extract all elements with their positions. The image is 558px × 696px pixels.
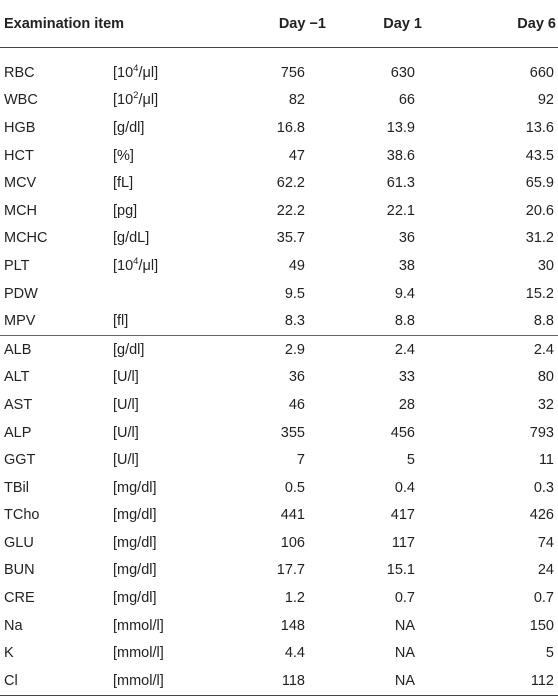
examination-item-cell: BUN (4, 562, 35, 579)
value-day-minus-1: 118 (236, 667, 342, 695)
unit-cell (108, 335, 236, 363)
value-day-6: 80 (537, 369, 554, 386)
examination-item-cell: GLU (4, 534, 34, 551)
header-day-1: Day 1 (342, 0, 451, 48)
unit-cell (108, 612, 236, 640)
value-day-6: 20.6 (525, 202, 554, 219)
value-day-minus-1: 4.4 (284, 645, 305, 662)
value-day-1: 22.1 (386, 202, 415, 219)
value-day-minus-1: 22.2 (276, 202, 305, 219)
value-day-minus-1: 441 (280, 507, 305, 524)
examination-item-cell: HCT (4, 147, 34, 164)
value-day-minus-1: 49 (288, 257, 305, 274)
value-day-minus-1: 16.8 (276, 119, 305, 136)
examination-item-cell: HGB (4, 119, 36, 136)
value-day-6: 74 (537, 534, 554, 551)
table-row (0, 252, 558, 280)
table-row (0, 197, 558, 225)
unit-base: [g/dL] (113, 230, 150, 247)
unit-rest: /μl] (138, 64, 159, 81)
value-day-6: 30 (537, 257, 554, 274)
unit-base: [10 (113, 92, 134, 109)
value-day-minus-1: 36 (288, 369, 305, 386)
table-row (0, 529, 558, 557)
value-day-6: 65.9 (525, 175, 554, 192)
unit-cell (108, 114, 236, 142)
value-day-1: 28 (398, 396, 415, 413)
examination-item-cell: K (4, 645, 14, 662)
unit-base: [U/l] (113, 424, 139, 441)
table-row (0, 169, 558, 197)
unit-base: [mg/dl] (113, 479, 157, 496)
value-day-1: 117 (391, 534, 415, 551)
value-day-1: 66 (398, 92, 415, 109)
table-row (0, 612, 558, 640)
table-row (0, 114, 558, 142)
unit-cell (108, 48, 236, 87)
value-day-minus-1: 756 (280, 64, 305, 81)
table-row (0, 502, 558, 530)
value-day-minus-1: 106 (280, 534, 305, 551)
examination-item-cell: RBC (4, 64, 35, 81)
examination-item-cell: MCH (4, 202, 38, 219)
value-day-6: 11 (538, 452, 554, 469)
value-day-1: 61.3 (386, 175, 415, 192)
value-day-minus-1: 8.3 (284, 313, 305, 330)
unit-cell (108, 197, 236, 225)
unit-base: [%] (113, 147, 134, 164)
value-day-6: 24 (537, 562, 554, 579)
table-row (0, 48, 558, 87)
value-day-1: 33 (398, 369, 415, 386)
unit-cell (108, 142, 236, 170)
unit-base: [g/dl] (113, 119, 145, 136)
unit-base: [U/l] (113, 396, 139, 413)
table-row (0, 225, 558, 253)
value-day-1: 2.4 (342, 335, 451, 363)
value-day-1: 0.4 (394, 479, 415, 496)
unit-cell (108, 225, 236, 253)
value-day-minus-1: 46 (288, 396, 305, 413)
unit-cell (108, 584, 236, 612)
table-row (0, 391, 558, 419)
unit-base: [mmol/l] (113, 645, 164, 662)
value-day-1: 38.6 (386, 147, 415, 164)
value-day-6: 15.2 (525, 285, 554, 302)
value-day-6: 5 (545, 645, 554, 662)
examination-item-cell: ALB (0, 335, 108, 363)
table-row (0, 335, 558, 363)
value-day-minus-1: 2.9 (236, 335, 342, 363)
table-row (0, 364, 558, 392)
unit-cell (108, 474, 236, 502)
examination-item-cell: MCHC (4, 230, 48, 247)
value-day-6: 2.4 (451, 335, 558, 363)
unit-exponent: 4 (133, 62, 139, 74)
value-day-minus-1: 35.7 (276, 230, 305, 247)
table-body (0, 48, 558, 696)
unit-cell (108, 364, 236, 392)
value-day-6: 426 (529, 507, 554, 524)
unit-base: [10 (113, 64, 134, 81)
unit-base: [10 (113, 257, 134, 274)
examination-item-cell: PLT (4, 257, 30, 274)
value-day-1: 38 (398, 257, 415, 274)
value-day-6: 112 (451, 667, 558, 695)
unit-cell (108, 557, 236, 585)
examination-item-cell: MCV (4, 175, 37, 192)
table-row (0, 639, 558, 667)
value-day-1: 417 (390, 507, 415, 524)
value-day-1: NA (394, 617, 415, 634)
examination-item-cell: TCho (4, 507, 40, 524)
unit-cell (108, 667, 236, 695)
value-day-minus-1: 1.2 (284, 590, 305, 607)
unit-rest: /μl] (138, 257, 159, 274)
table-row (0, 446, 558, 474)
unit-cell (108, 446, 236, 474)
value-day-6: 0.7 (533, 590, 554, 607)
value-day-6: 660 (529, 64, 554, 81)
header-row (0, 0, 558, 48)
examination-item-cell: PDW (4, 285, 38, 302)
unit-base: [mmol/l] (113, 617, 164, 634)
table-row (0, 584, 558, 612)
unit-base: [fL] (113, 175, 134, 192)
examination-item-cell: ALP (4, 424, 32, 441)
header-day-6: Day 6 (451, 0, 558, 48)
value-day-minus-1: 355 (280, 424, 305, 441)
value-day-1: 456 (390, 424, 415, 441)
unit-cell (108, 639, 236, 667)
unit-base: [U/l] (113, 452, 139, 469)
unit-base: [pg] (113, 202, 138, 219)
unit-base: [mg/dl] (113, 507, 157, 524)
unit-base: [U/l] (113, 369, 139, 386)
unit-base: [g/dl] (113, 341, 145, 358)
examination-item-cell: Na (4, 617, 23, 634)
examination-item-cell: AST (4, 396, 33, 413)
unit-cell (108, 419, 236, 447)
examination-item-cell: Cl (0, 667, 108, 695)
value-day-6: 31.2 (525, 230, 554, 247)
value-day-6: 150 (529, 617, 554, 634)
table-row (0, 667, 558, 695)
unit-base: [mg/dl] (113, 534, 157, 551)
unit-cell (108, 87, 236, 115)
unit-cell (108, 280, 236, 308)
examination-item-cell: GGT (4, 452, 36, 469)
unit-cell (108, 502, 236, 530)
value-day-6: 32 (537, 396, 554, 413)
value-day-6: 43.5 (525, 147, 554, 164)
unit-cell (108, 529, 236, 557)
value-day-minus-1: 7 (296, 452, 305, 469)
table-row (0, 557, 558, 585)
value-day-1: 15.1 (386, 562, 415, 579)
unit-exponent: 2 (133, 90, 139, 102)
value-day-minus-1: 9.5 (284, 285, 305, 302)
examination-item-cell: MPV (4, 313, 36, 330)
value-day-6: 92 (537, 92, 554, 109)
value-day-1: 630 (390, 64, 415, 81)
unit-base: [fl] (113, 313, 129, 330)
unit-cell (108, 169, 236, 197)
examination-item-cell: WBC (4, 92, 38, 109)
unit-base: [mmol/l] (113, 672, 164, 689)
value-day-1: NA (342, 667, 451, 695)
unit-rest: /μl] (138, 92, 159, 109)
unit-base: [mg/dl] (113, 562, 157, 579)
value-day-minus-1: 62.2 (276, 175, 305, 192)
table-header (0, 0, 558, 48)
unit-exponent: 4 (133, 255, 139, 267)
table-row (0, 87, 558, 115)
examination-item-cell: TBil (4, 479, 29, 496)
header-examination-item: Examination item (0, 0, 236, 48)
header-day-minus-1: Day −1 (236, 0, 342, 48)
value-day-6: 0.3 (533, 479, 554, 496)
value-day-minus-1: 47 (288, 147, 305, 164)
examination-item-cell: ALT (4, 369, 30, 386)
value-day-6: 793 (529, 424, 554, 441)
value-day-6: 13.6 (525, 119, 554, 136)
value-day-6: 8.8 (533, 313, 554, 330)
unit-base: [mg/dl] (113, 590, 157, 607)
value-day-1: 9.4 (394, 285, 415, 302)
table-row (0, 280, 558, 308)
unit-cell (108, 391, 236, 419)
value-day-1: 0.7 (394, 590, 415, 607)
examination-item-cell: CRE (4, 590, 35, 607)
unit-cell (108, 307, 236, 335)
table-row (0, 474, 558, 502)
value-day-minus-1: 82 (288, 92, 305, 109)
value-day-1: 8.8 (394, 313, 415, 330)
value-day-minus-1: 148 (280, 617, 305, 634)
value-day-1: 5 (406, 452, 415, 469)
table-row (0, 307, 558, 335)
value-day-minus-1: 0.5 (284, 479, 305, 496)
value-day-1: NA (394, 645, 415, 662)
table-row (0, 142, 558, 170)
value-day-minus-1: 17.7 (276, 562, 305, 579)
value-day-1: 36 (398, 230, 415, 247)
table-row (0, 419, 558, 447)
unit-cell (108, 252, 236, 280)
value-day-1: 13.9 (386, 119, 415, 136)
